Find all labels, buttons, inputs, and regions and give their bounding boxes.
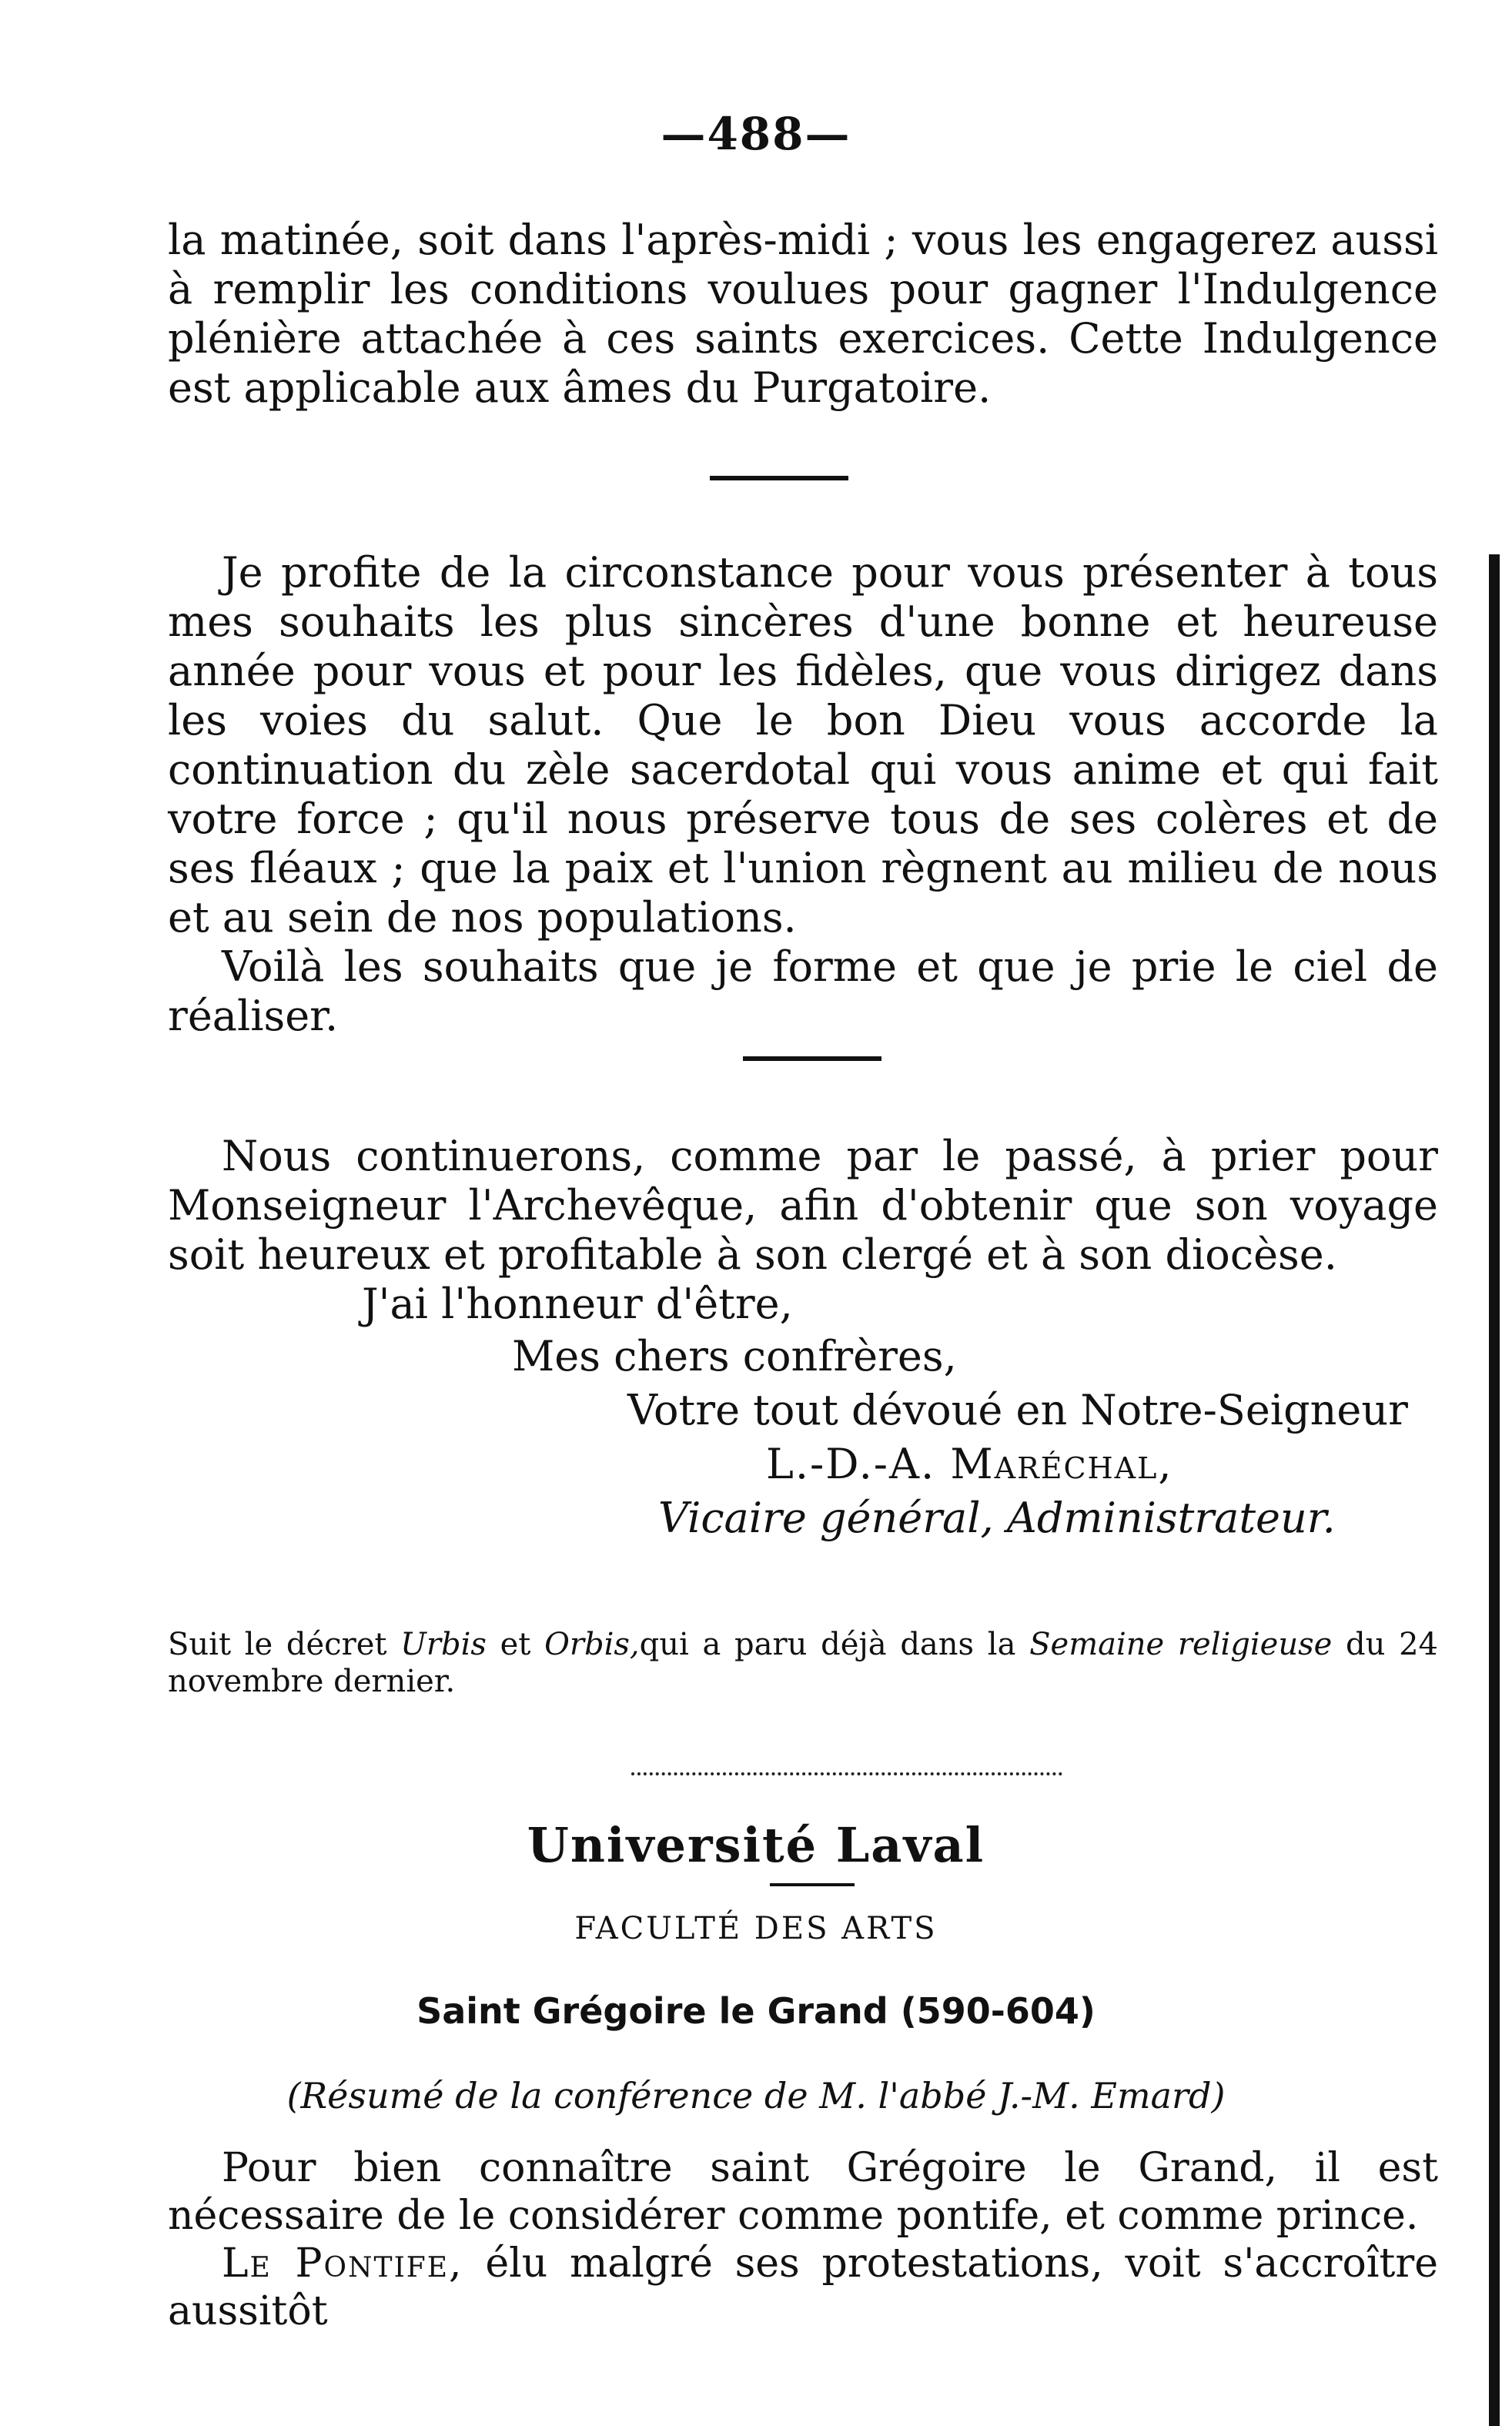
- note-text: qui a paru déjà dans la: [639, 1627, 1030, 1662]
- dotted-divider: [631, 1772, 1062, 1775]
- paragraph-text: élu malgré ses protestations, voit s'accroître aussitôt: [168, 2240, 1438, 2334]
- page-edge-rule: [1489, 554, 1500, 2426]
- paragraph-text: la matinée, soit dans l'après-midi ; vous les engagerez aussi à remplir les conditions voulues pour gagner l'Indulgence plénière attachée à ces saints exercices. Cette Indulgence est applicable aux âmes du Purgatoire.: [168, 216, 1438, 412]
- paragraph-indulgence: [168, 216, 1438, 413]
- signatory-title: Vicaire général, Administrateur.: [658, 1494, 1336, 1542]
- page-number: —488—: [661, 108, 851, 160]
- paragraph-text: [168, 2240, 1438, 2335]
- note-text: Urbis: [400, 1627, 487, 1662]
- lecture-summary-note: (Résumé de la conférence de M. l'abbé J.-M. Emard): [286, 2075, 1226, 2116]
- faculty-heading: FACULTÉ DES ARTS: [574, 1911, 938, 1946]
- note-text: Orbis,: [544, 1627, 640, 1662]
- paragraph-text: Je profite de la circonstance pour vous présenter à tous mes souhaits les plus sincères d'une bonne et heureuse année pour vous et pour les fidèles, que vous dirigez dans les voies du salut. Que le bon Dieu vous accorde la continuation du zèle sacerdotal qui vous anime et qui fait votre force ; qu'il nous préserve tous de ses colères et de ses fléaux ; que la paix et l'union règnent au milieu de nous et au sein de nos populations.: [168, 548, 1438, 942]
- decree-note: [168, 1626, 1438, 1700]
- section-divider: [743, 1056, 881, 1061]
- paragraph-archeveque: [168, 1132, 1438, 1280]
- closing-line: Mes chers confrères,: [512, 1332, 957, 1380]
- paragraph-text: Nous continuerons, comme par le passé, à prier pour Monseigneur l'Archevêque, afin d'obtenir que son voyage soit heureux et profitable à son clergé et à son diocèse.: [168, 1132, 1438, 1279]
- note-text: et: [486, 1627, 545, 1662]
- lecture-body: [168, 2144, 1438, 2335]
- closing-line: J'ai l'honneur d'être,: [362, 1280, 793, 1328]
- note-text: du 24 novembre dernier.: [168, 1627, 1439, 1699]
- university-heading: Université Laval: [527, 1817, 985, 1873]
- lecture-title: Saint Grégoire le Grand (590-604): [416, 1990, 1096, 2032]
- closing-line: Votre tout dévoué en Notre-Seigneur: [627, 1386, 1408, 1434]
- paragraph-text: Pour bien connaître saint Grégoire le Grand, il est nécessaire de le considérer comme pontife, et comme prince.: [168, 2145, 1438, 2239]
- section-divider: [710, 476, 848, 480]
- pontife-lead: Le Pontife,: [222, 2240, 463, 2287]
- signatory-name: L.-D.-A. Maréchal,: [766, 1440, 1173, 1488]
- note-text: Suit le décret: [168, 1627, 401, 1662]
- paragraph-text: Voilà les souhaits que je forme et que je prie le ciel de réaliser.: [168, 942, 1438, 1040]
- note-text: Semaine religieuse: [1029, 1627, 1333, 1662]
- paragraph-souhaits: [168, 548, 1438, 1041]
- heading-underline: [770, 1883, 855, 1886]
